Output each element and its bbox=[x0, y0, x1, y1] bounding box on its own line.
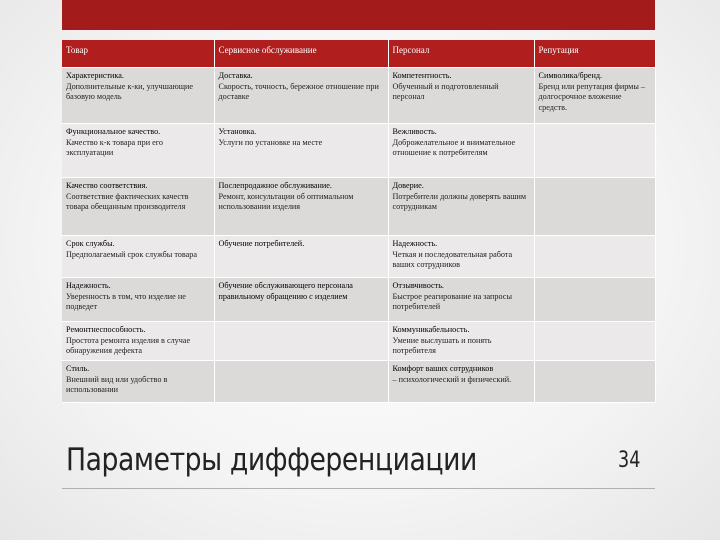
table-cell bbox=[534, 361, 655, 403]
cell-description: Доброжелательное и внимательное отношение к потребителям bbox=[392, 137, 516, 157]
cell-title: Надежность. bbox=[66, 281, 111, 290]
column-header-product: Товар bbox=[62, 40, 214, 68]
table-row bbox=[62, 322, 655, 361]
footer-divider bbox=[62, 488, 655, 489]
table-row bbox=[62, 178, 655, 236]
cell-description: Быстрое реагирование на запросы потребителей bbox=[392, 291, 512, 311]
cell-title: Доверие. bbox=[392, 181, 424, 190]
cell-title: Доставка. bbox=[218, 71, 253, 80]
cell-title: Стиль. bbox=[66, 364, 90, 373]
cell-description: Ремонт, консультации об оптимальном использовании изделия bbox=[218, 191, 354, 211]
cell-description: Обученный и подготовленный персонал bbox=[392, 81, 499, 101]
cell-description: Дополнительные к-ки, улучшающие базовую модель bbox=[66, 81, 194, 101]
table-row bbox=[62, 124, 655, 178]
table-cell bbox=[214, 322, 388, 361]
cell-title: Послепродажное обслуживание. bbox=[218, 181, 332, 190]
cell-description: Предполагаемый срок службы товара bbox=[66, 249, 198, 259]
cell-description: Внешний вид или удобство в использовании bbox=[66, 374, 168, 394]
table-cell bbox=[62, 178, 214, 236]
column-header-service: Сервисное обслуживание bbox=[214, 40, 388, 68]
top-accent-bar bbox=[62, 0, 655, 30]
table-cell bbox=[534, 236, 655, 278]
cell-title: Комфорт ваших сотрудников bbox=[392, 364, 494, 373]
table-cell bbox=[214, 124, 388, 178]
cell-title: Обучение обслуживающего персонала правильному обращению с изделием bbox=[218, 281, 353, 301]
table-row bbox=[62, 236, 655, 278]
table-cell bbox=[214, 68, 388, 124]
table-cell bbox=[388, 124, 534, 178]
table-row bbox=[62, 361, 655, 403]
cell-description: Услуги по установке на месте bbox=[218, 137, 323, 147]
cell-title: Функциональное качество. bbox=[66, 127, 161, 136]
cell-title: Срок службы. bbox=[66, 239, 115, 248]
cell-title: Коммуникабельность. bbox=[392, 325, 470, 334]
table-cell bbox=[388, 361, 534, 403]
table-cell bbox=[388, 178, 534, 236]
cell-description: Четкая и последовательная работа ваших сотрудников bbox=[392, 249, 513, 269]
table-cell bbox=[388, 278, 534, 322]
cell-description: Скорость, точность, бережное отношение при доставке bbox=[218, 81, 379, 101]
cell-description: Потребители должны доверять вашим сотрудникам bbox=[392, 191, 527, 211]
table-cell bbox=[534, 278, 655, 322]
table-cell bbox=[534, 178, 655, 236]
cell-title: Обучение потребителей. bbox=[218, 239, 305, 248]
cell-title: Надежность. bbox=[392, 239, 438, 248]
cell-title: Отзывчивость. bbox=[392, 281, 444, 290]
table-cell bbox=[62, 361, 214, 403]
cell-title: Вежливость. bbox=[392, 127, 437, 136]
differentiation-table bbox=[62, 40, 656, 403]
table-cell bbox=[62, 278, 214, 322]
cell-title: Символика/бренд. bbox=[538, 71, 603, 80]
table-cell bbox=[214, 178, 388, 236]
table-cell bbox=[62, 68, 214, 124]
table-header-row bbox=[62, 40, 655, 68]
table-row bbox=[62, 68, 655, 124]
page-number: 34 bbox=[618, 448, 641, 473]
table-cell bbox=[62, 236, 214, 278]
cell-description: Качество к-к товара при его эксплуатации bbox=[66, 137, 164, 157]
cell-description: Уверенность в том, что изделие не подведет bbox=[66, 291, 186, 311]
cell-title: Компетентность. bbox=[392, 71, 452, 80]
cell-description: Соответствие фактических качеств товара обещанным производителя bbox=[66, 191, 189, 211]
cell-title: Установка. bbox=[218, 127, 257, 136]
slide-title: Параметры дифференциации bbox=[66, 442, 477, 478]
column-header-reputation: Репутация bbox=[534, 40, 655, 68]
cell-description: Умение выслушать и понять потребителя bbox=[392, 335, 492, 355]
table-cell bbox=[388, 68, 534, 124]
table-cell bbox=[214, 278, 388, 322]
cell-description: Бренд или репутация фирмы – долгосрочное вложение средств. bbox=[538, 81, 645, 112]
table-cell bbox=[534, 322, 655, 361]
table-row bbox=[62, 278, 655, 322]
cell-title: Качество соответствия. bbox=[66, 181, 148, 190]
cell-title: Ремонтнеспособность. bbox=[66, 325, 146, 334]
table-cell bbox=[62, 322, 214, 361]
table-cell bbox=[214, 361, 388, 403]
cell-description: – психологический и физический. bbox=[392, 374, 512, 384]
cell-title: Характеристика. bbox=[66, 71, 124, 80]
table-cell bbox=[388, 236, 534, 278]
table-cell bbox=[62, 124, 214, 178]
table-cell bbox=[534, 68, 655, 124]
cell-description: Простота ремонта изделия в случае обнаружения дефекта bbox=[66, 335, 191, 355]
table-cell bbox=[534, 124, 655, 178]
column-header-personnel: Персонал bbox=[388, 40, 534, 68]
table-cell bbox=[214, 236, 388, 278]
table-cell bbox=[388, 322, 534, 361]
